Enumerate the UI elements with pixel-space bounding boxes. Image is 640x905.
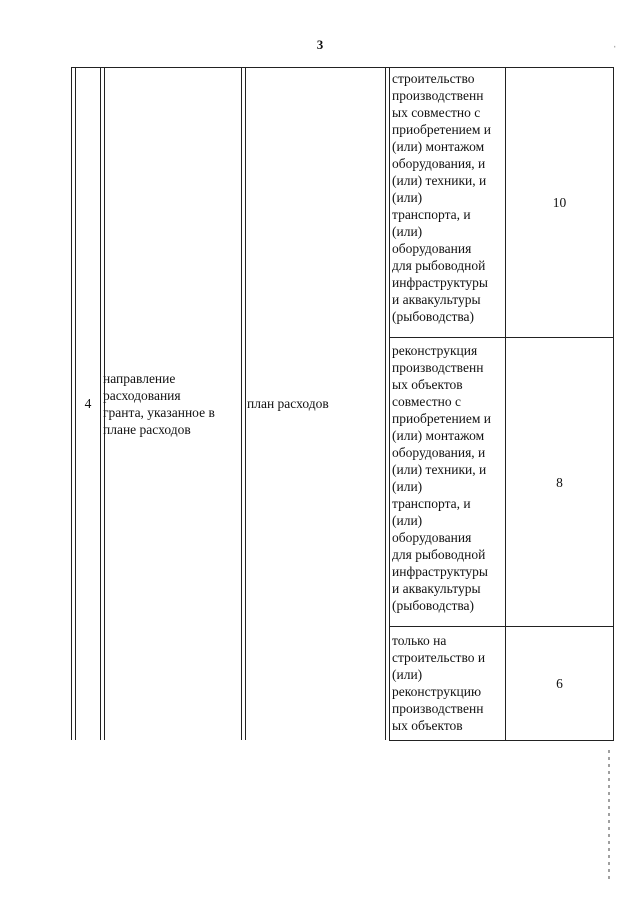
column-divider-number — [100, 67, 101, 740]
source-document-cell — [247, 67, 383, 740]
option-score-cell — [506, 338, 613, 626]
option-score-cell — [506, 627, 613, 740]
option-score-cell — [506, 68, 613, 337]
option-score: 6 — [556, 676, 563, 691]
option-description-cell — [392, 342, 504, 625]
column-divider-source — [385, 67, 386, 740]
option-score: 8 — [556, 474, 563, 490]
option-description: строительство производственн ых совместно с приобретением и (или) монтажом оборудования, и (или) техники, и (или) транспорта, и (или) оборудования для рыбоводной инфраструктуры и аквакультуры (рыбоводства) — [392, 71, 492, 324]
row-number-cell — [76, 67, 100, 740]
table-border-left — [71, 67, 72, 740]
scan-artifact-mark: ˈ — [613, 44, 617, 56]
option-description: реконструкция производственн ых объектов совместно с приобретением и (или) монтажом оборудования, и (или) техники, и (или) транспорта, и (или) оборудования для рыбоводной инфраструктуры и аквакультуры (рыбоводства) — [392, 343, 492, 613]
criterion-cell — [103, 67, 239, 740]
option-bottom-border — [389, 740, 614, 741]
criterion-text: направление расходования гранта, указанное в плане расходов — [103, 370, 215, 437]
option-score: 10 — [552, 195, 567, 210]
column-divider-criterion — [241, 67, 242, 740]
column-divider-options — [389, 67, 390, 741]
option-description-cell — [392, 632, 504, 739]
option-description: только на строительство и (или) реконструкцию производственн ых объектов — [392, 633, 486, 733]
source-document-text: план расходов — [247, 396, 329, 411]
scan-edge-artifact — [608, 750, 610, 880]
row-number: 4 — [84, 396, 92, 411]
table-border-right — [613, 67, 614, 741]
column-divider-criterion-inner — [245, 67, 246, 740]
page-number: 3 — [316, 37, 324, 52]
option-description-cell — [392, 70, 504, 336]
